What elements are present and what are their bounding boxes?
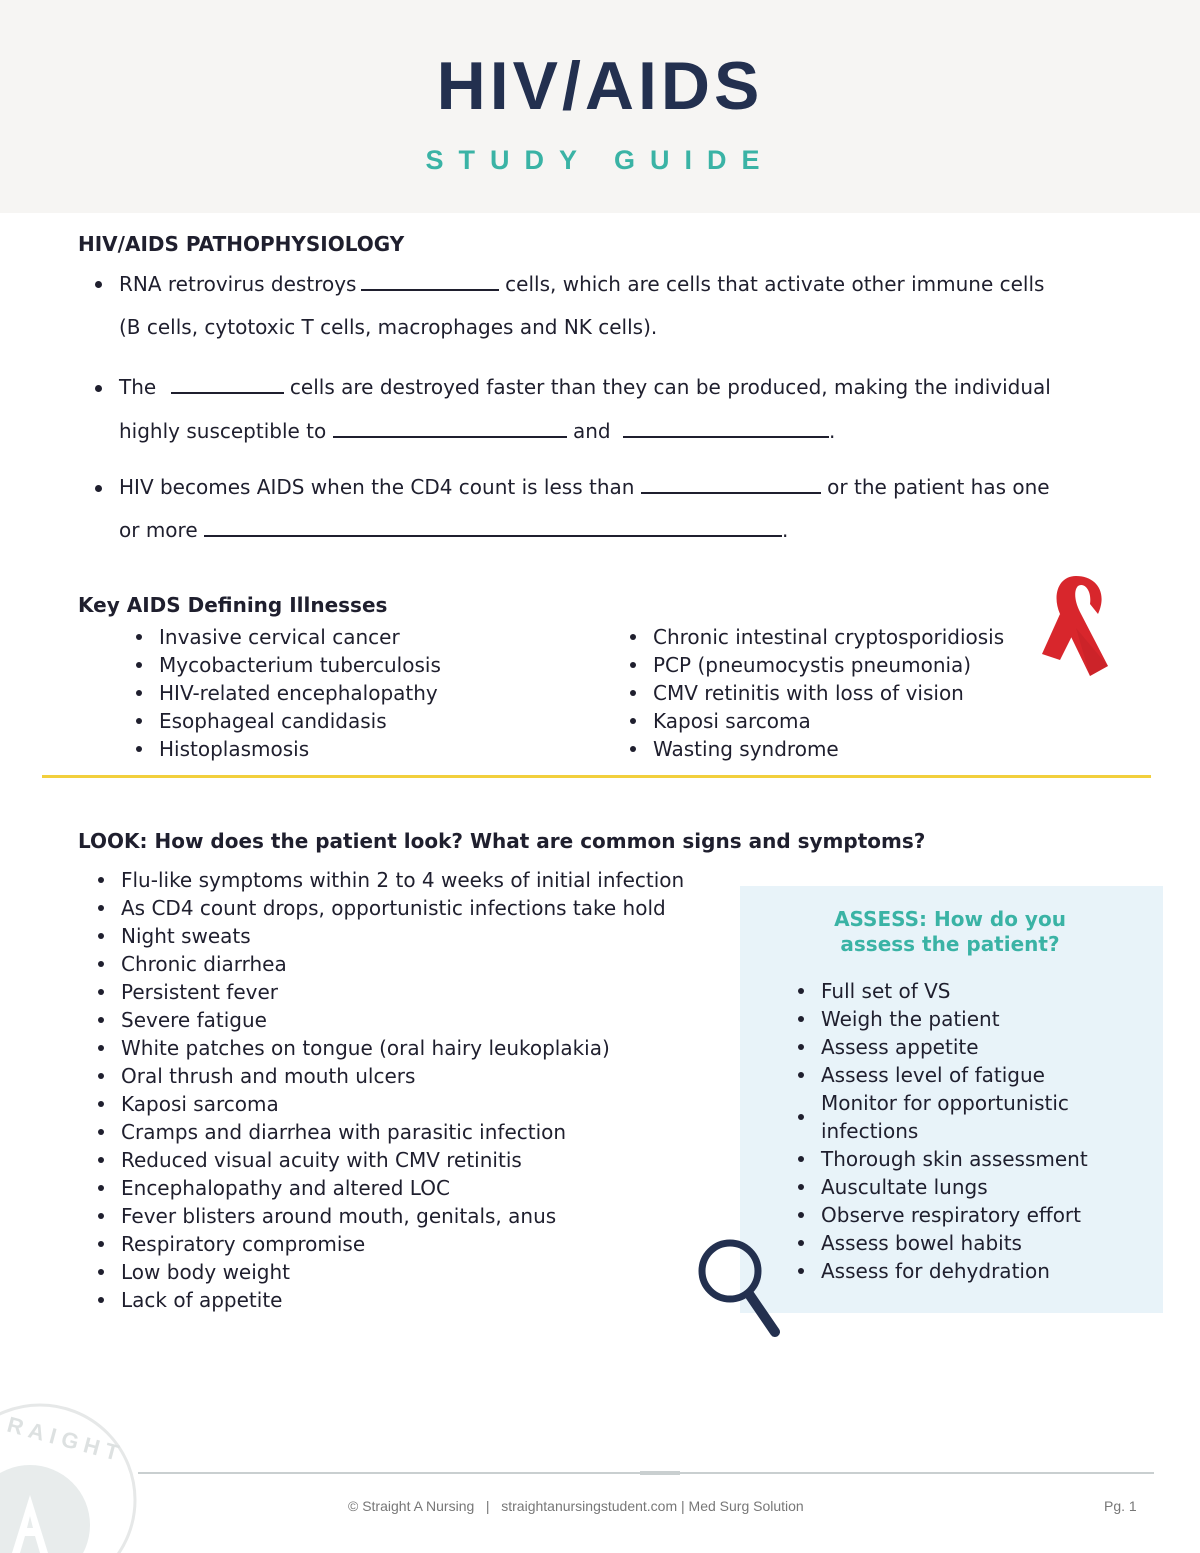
list-item: Lack of appetite	[121, 1286, 684, 1314]
list-item: Wasting syndrome	[653, 735, 1004, 763]
magnifying-glass-icon	[695, 1236, 785, 1340]
list-item: As CD4 count drops, opportunistic infections take hold	[121, 894, 684, 922]
pathophysiology-heading: HIV/AIDS PATHOPHYSIOLOGY	[78, 232, 405, 256]
footer-credits: © Straight A Nursing | straightanursingstudent.com | Med Surg Solution	[348, 1498, 804, 1514]
list-item: Chronic diarrhea	[121, 950, 684, 978]
bullet	[95, 485, 102, 492]
red-ribbon-icon	[1038, 572, 1118, 684]
list-item: CMV retinitis with loss of vision	[653, 679, 1004, 707]
fill-blank[interactable]	[204, 517, 782, 537]
list-item: Assess appetite	[821, 1033, 1141, 1061]
list-item: Thorough skin assessment	[821, 1145, 1141, 1173]
fill-blank[interactable]	[333, 418, 567, 438]
list-item: Observe respiratory effort	[821, 1201, 1141, 1229]
patho-text: or the patient has one	[827, 475, 1050, 499]
look-list	[121, 866, 684, 1314]
list-item: Esophageal candidasis	[159, 707, 441, 735]
list-item: Persistent fever	[121, 978, 684, 1006]
assess-heading	[780, 907, 1120, 957]
straight-a-logo	[0, 1390, 140, 1553]
patho-line-6	[119, 517, 788, 543]
patho-text: The	[119, 375, 157, 399]
patho-line-4	[119, 418, 835, 444]
assess-heading-line: ASSESS: How do you	[834, 907, 1066, 931]
illnesses-heading: Key AIDS Defining Illnesses	[78, 593, 388, 617]
patho-line-1	[119, 271, 1044, 297]
list-item: Low body weight	[121, 1258, 684, 1286]
bullet	[95, 281, 102, 288]
patho-text: .	[828, 419, 836, 443]
list-item: Assess for dehydration	[821, 1257, 1141, 1285]
list-item: Respiratory compromise	[121, 1230, 684, 1258]
patho-text: cells, which are cells that activate other immune cells	[505, 272, 1045, 296]
list-item: Histoplasmosis	[159, 735, 441, 763]
fill-blank[interactable]	[641, 474, 821, 494]
list-item: Kaposi sarcoma	[653, 707, 1004, 735]
page-number: Pg. 1	[1104, 1498, 1137, 1514]
list-item: Mycobacterium tuberculosis	[159, 653, 441, 677]
page-title: HIV/AIDS	[436, 48, 764, 124]
list-item: Night sweats	[121, 922, 684, 950]
list-item: Encephalopathy and altered LOC	[121, 1174, 684, 1202]
fill-blank[interactable]	[623, 418, 829, 438]
patho-line-2: (B cells, cytotoxic T cells, macrophages and NK cells).	[119, 315, 658, 339]
logo-text: RAIGHT	[4, 1411, 128, 1468]
footer-divider-accent	[640, 1471, 680, 1475]
list-item: Kaposi sarcoma	[121, 1090, 684, 1118]
fill-blank[interactable]	[171, 374, 284, 394]
patho-text: or more	[119, 518, 198, 542]
patho-text: HIV becomes AIDS when the CD4 count is less than	[119, 475, 635, 499]
patho-text: RNA retrovirus destroys	[119, 272, 357, 296]
look-heading: LOOK: How does the patient look? What are common signs and symptoms?	[78, 829, 926, 853]
list-item: Assess level of fatigue	[821, 1061, 1141, 1089]
list-item: Cramps and diarrhea with parasitic infection	[121, 1118, 684, 1146]
list-item: Chronic intestinal cryptosporidiosis	[653, 625, 1005, 649]
illness-list-right	[653, 623, 1004, 763]
illness-list-left	[159, 623, 441, 763]
list-item: Fever blisters around mouth, genitals, anus	[121, 1202, 684, 1230]
list-item: Severe fatigue	[121, 1006, 684, 1034]
assess-heading-line: assess the patient?	[840, 932, 1060, 956]
patho-text: .	[781, 518, 789, 542]
bullet	[95, 385, 102, 392]
page-subtitle: STUDY GUIDE	[425, 145, 775, 175]
list-item: PCP (pneumocystis pneumonia)	[653, 651, 1004, 679]
list-item: HIV-related encephalopathy	[159, 679, 441, 707]
list-item: Monitor for opportunistic infections	[821, 1089, 1101, 1145]
patho-text: cells are destroyed faster than they can be produced, making the individual	[289, 375, 1051, 399]
patho-line-3	[119, 374, 1051, 400]
list-item: Oral thrush and mouth ulcers	[121, 1062, 684, 1090]
patho-text: and	[572, 419, 611, 443]
fill-blank[interactable]	[361, 271, 499, 291]
patho-line-5	[119, 474, 1050, 500]
patho-text: highly susceptible to	[119, 419, 327, 443]
assess-list	[821, 977, 1141, 1285]
list-item: Weigh the patient	[821, 1005, 1141, 1033]
list-item: White patches on tongue (oral hairy leukoplakia)	[121, 1034, 684, 1062]
list-item: Flu-like symptoms within 2 to 4 weeks of initial infection	[121, 868, 685, 892]
list-item: Invasive cervical cancer	[159, 623, 441, 651]
section-divider	[42, 775, 1151, 778]
list-item: Assess bowel habits	[821, 1229, 1141, 1257]
list-item: Auscultate lungs	[821, 1173, 1141, 1201]
list-item: Reduced visual acuity with CMV retinitis	[121, 1146, 684, 1174]
list-item: Full set of VS	[821, 977, 1141, 1005]
